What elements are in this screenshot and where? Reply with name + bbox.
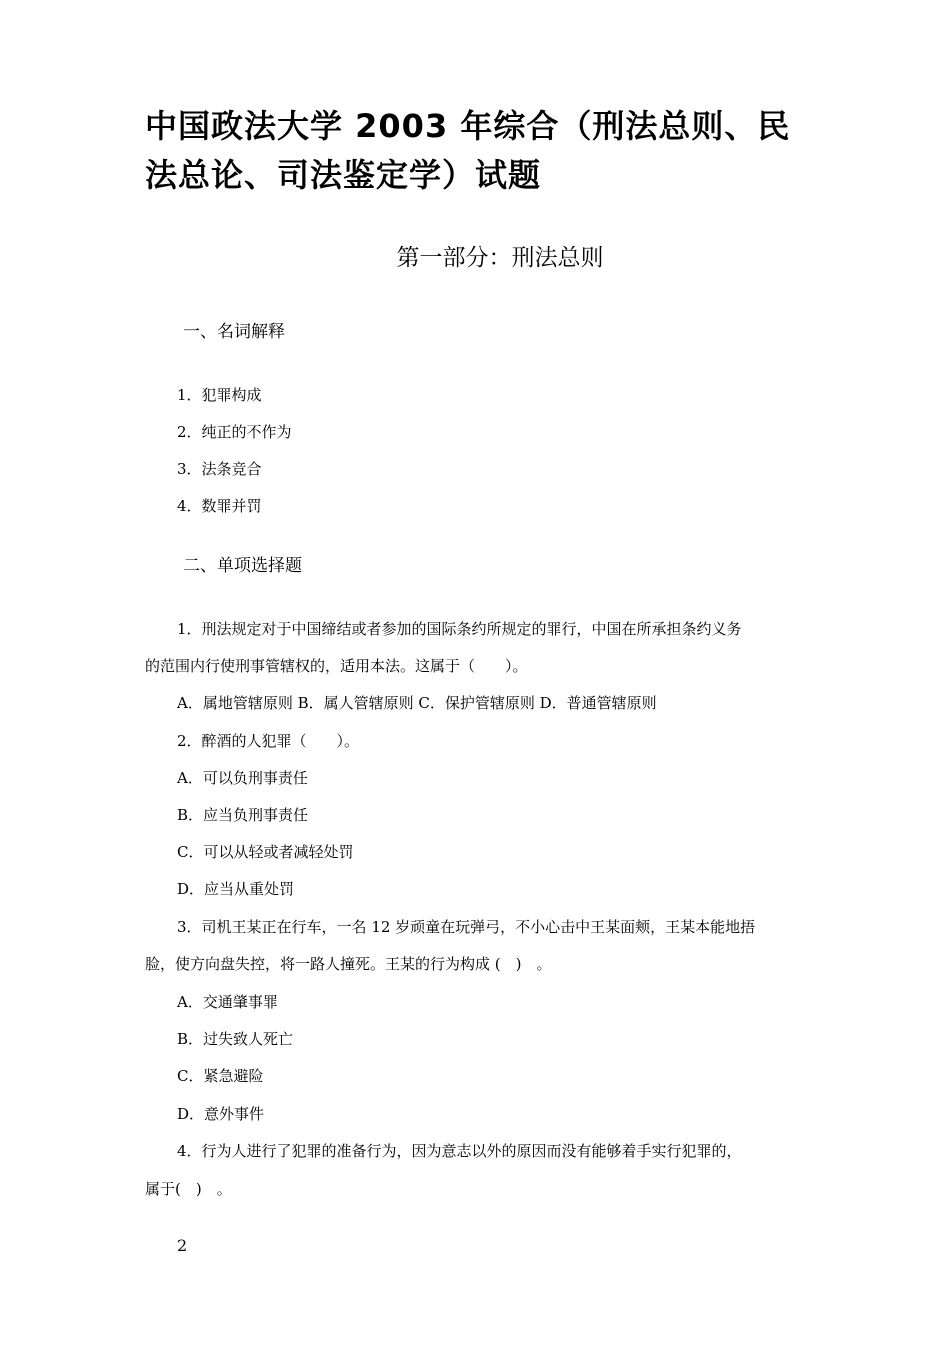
question-3-line-2: 脸，使方向盘失控，将一路人撞死。王某的行为构成 ( ) 。 xyxy=(145,955,552,973)
term-item: 2．纯正的不作为 xyxy=(177,423,292,441)
question-2-option: D．应当从重处罚 xyxy=(177,880,295,898)
question-4-line-2: 属于( ) 。 xyxy=(145,1180,232,1198)
question-3-option: C．紧急避险 xyxy=(177,1067,264,1085)
question-3-option: A．交通肇事罪 xyxy=(177,993,278,1011)
question-2-option: C．可以从轻或者减轻处罚 xyxy=(177,843,354,861)
question-3-option: B．过失致人死亡 xyxy=(177,1030,294,1048)
question-3-line-1: 3．司机王某正在行车，一名 12 岁顽童在玩弹弓，不小心击中王某面颊，王某本能地捂 xyxy=(177,918,756,936)
part-heading: 第一部分：刑法总则 xyxy=(396,245,604,271)
term-item: 1．犯罪构成 xyxy=(177,386,262,404)
page-number: 2 xyxy=(177,1236,188,1255)
section-1-heading: 一、名词解释 xyxy=(183,322,285,342)
question-1-line-2: 的范围内行使刑事管辖权的，适用本法。这属于（ ）。 xyxy=(145,657,528,675)
document-title-line-2: 法总论、司法鉴定学）试题 xyxy=(145,156,542,194)
question-1-options: A．属地管辖原则 B．属人管辖原则 C．保护管辖原则 D．普通管辖原则 xyxy=(177,694,657,712)
question-2-option: A．可以负刑事责任 xyxy=(177,769,308,787)
term-item: 3．法条竞合 xyxy=(177,460,262,478)
question-2-stem: 2．醉酒的人犯罪（ ）。 xyxy=(177,732,360,750)
question-2-option: B．应当负刑事责任 xyxy=(177,806,309,824)
section-2-heading: 二、单项选择题 xyxy=(183,556,302,576)
document-title-line-1: 中国政法大学 2003 年综合（刑法总则、民 xyxy=(145,107,791,145)
question-3-option: D．意外事件 xyxy=(177,1105,265,1123)
question-4-line-1: 4．行为人进行了犯罪的准备行为，因为意志以外的原因而没有能够着手实行犯罪的， xyxy=(177,1142,742,1160)
question-1-line-1: 1．刑法规定对于中国缔结或者参加的国际条约所规定的罪行，中国在所承担条约义务 xyxy=(177,620,742,638)
term-item: 4．数罪并罚 xyxy=(177,497,262,515)
